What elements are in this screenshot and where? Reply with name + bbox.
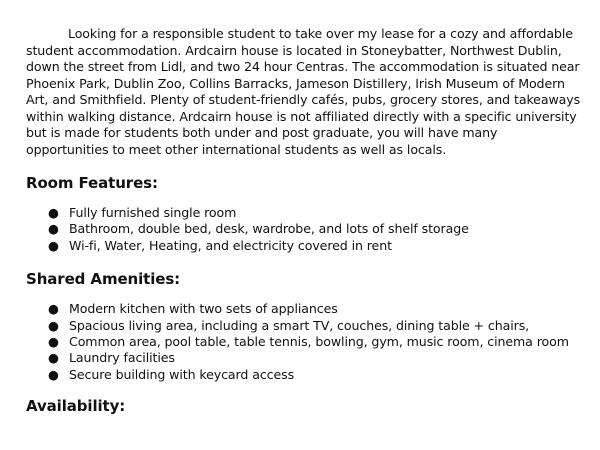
list-item [26, 238, 582, 254]
list-item-text: Laundry facilities [69, 350, 175, 366]
document-body [26, 26, 582, 415]
room-features-heading: Room Features: [26, 174, 158, 192]
availability-heading: Availability: [26, 397, 126, 416]
bullet-icon: ● [48, 205, 59, 220]
bullet-icon: ● [48, 366, 59, 382]
list-item-text: Common area, pool table, table tennis, bowling, gym, music room, cinema room [69, 334, 569, 350]
bullet-icon: ● [48, 301, 59, 317]
list-item [26, 350, 582, 366]
shared-amenities-heading: Shared Amenities: [26, 270, 181, 289]
shared-amenities-list [26, 301, 582, 383]
list-item-text: Bathroom, double bed, desk, wardrobe, and lots of shelf storage [69, 221, 469, 237]
list-item-text: Fully furnished single room [69, 205, 237, 220]
bullet-icon: ● [48, 334, 59, 350]
bullet-icon: ● [48, 221, 59, 237]
bullet-icon: ● [48, 317, 59, 333]
list-item-text: Modern kitchen with two sets of appliances [69, 301, 338, 317]
list-item [26, 367, 582, 383]
bullet-icon: ● [48, 350, 59, 366]
list-item-text: Wi-fi, Water, Heating, and electricity covered in rent [69, 237, 392, 253]
bullet-icon: ● [48, 237, 59, 253]
list-item [26, 221, 582, 237]
list-item [26, 205, 582, 221]
room-features-list [26, 205, 582, 254]
intro-paragraph: Looking for a responsible student to take over my lease for a cozy and affordable student accommodation. Ardcairn house is located in Stoneybatter, Northwest Dublin, down the street from Lidl, and two 24 hour Centras. The accommodation is situated near Phoenix Park, Dublin Zoo, Collins Barracks, Jameson Distillery, Irish Museum of Modern Art, and Smithfield. Plenty of student-friendly cafés, pubs, grocery stores, and takeaways within walking distance. Ardcairn house is not affiliated directly with a specific university but is made for students both under and post graduate, you will have many opportunities to meet other international students as well as locals. [26, 26, 581, 157]
list-item-text: Secure building with keycard access [69, 366, 295, 382]
list-item [26, 318, 582, 334]
list-item [26, 301, 582, 317]
list-item-text: Spacious living area, including a smart TV, couches, dining table + chairs, [69, 317, 530, 333]
list-item [26, 334, 582, 350]
